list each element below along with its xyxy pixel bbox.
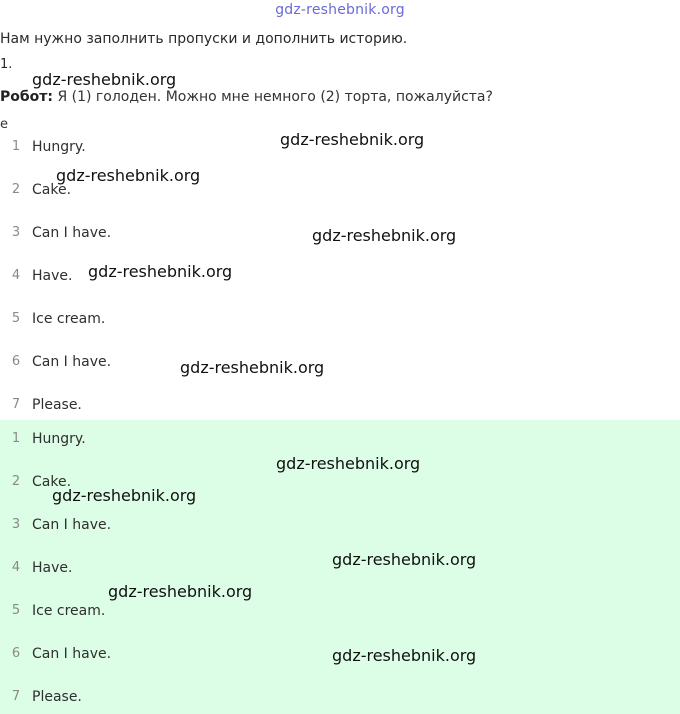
item-number: 4 [11, 268, 21, 283]
item-number: 5 [11, 311, 21, 326]
item-number: 1 [11, 139, 21, 154]
item-text: Hungry. [32, 431, 86, 447]
item-text: Please. [32, 689, 82, 705]
intro-text: Нам нужно заполнить пропуски и дополнить историю. [0, 31, 408, 47]
item-text: Can I have. [32, 354, 112, 370]
item-text: Have. [32, 268, 73, 284]
item-number: 4 [11, 560, 21, 575]
list-item [0, 686, 680, 708]
item-number: 7 [11, 397, 21, 412]
item-number: 6 [11, 354, 21, 369]
watermark: gdz-reshebnik.org [332, 646, 477, 665]
item-text: Ice cream. [32, 311, 106, 327]
item-text: Can I have. [32, 225, 112, 241]
robot-dialogue-text: Я (1) голоден. Можно мне немного (2) торта, пожалуйста? [53, 89, 493, 105]
watermark: gdz-reshebnik.org [332, 550, 477, 569]
item-number: 7 [11, 689, 21, 704]
list-item [0, 351, 680, 373]
list-item [0, 428, 680, 450]
item-text: Hungry. [32, 139, 86, 155]
list-item [0, 600, 680, 622]
robot-dialogue [0, 89, 493, 105]
item-text: Cake. [32, 182, 72, 198]
watermark: gdz-reshebnik.org [312, 226, 457, 245]
item-text: Have. [32, 560, 73, 576]
item-number: 3 [11, 517, 21, 532]
watermark: gdz-reshebnik.org [32, 70, 177, 89]
watermark: gdz-reshebnik.org [56, 166, 201, 185]
item-text: Ice cream. [32, 603, 106, 619]
list-item [0, 308, 680, 330]
item-text: Please. [32, 397, 82, 413]
item-number: 2 [11, 474, 21, 489]
list-item [0, 394, 680, 416]
item-number: 5 [11, 603, 21, 618]
site-header-link[interactable]: gdz-reshebnik.org [275, 2, 405, 18]
item-number: 2 [11, 182, 21, 197]
watermark: gdz-reshebnik.org [280, 130, 425, 149]
task-number: 1. [0, 57, 13, 72]
watermark: gdz-reshebnik.org [180, 358, 325, 377]
watermark: gdz-reshebnik.org [276, 454, 421, 473]
item-text: Cake. [32, 474, 72, 490]
list-item [0, 514, 680, 536]
robot-speaker-label: Робот: [0, 89, 53, 105]
item-number: 1 [11, 431, 21, 446]
item-number: 6 [11, 646, 21, 661]
watermark: gdz-reshebnik.org [108, 582, 253, 601]
cutoff-text: e [0, 117, 8, 132]
item-text: Can I have. [32, 517, 112, 533]
item-text: Can I have. [32, 646, 112, 662]
watermark: gdz-reshebnik.org [88, 262, 233, 281]
watermark: gdz-reshebnik.org [52, 486, 197, 505]
item-number: 3 [11, 225, 21, 240]
